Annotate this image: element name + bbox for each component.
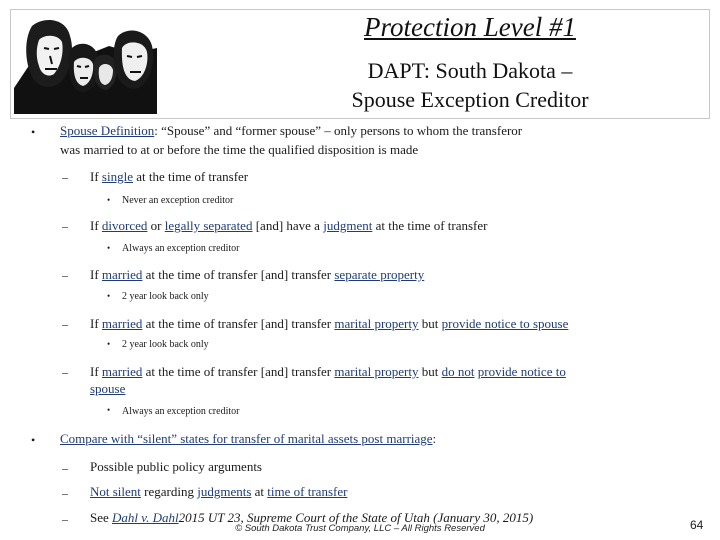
sub-item-single: If single at the time of transfer xyxy=(90,169,249,184)
sub-note-single: Never an exception creditor xyxy=(122,195,234,206)
spouse-definition-text: Spouse Definition: “Spouse” and “former spouse” – only persons to whom the transferor xyxy=(60,123,523,138)
compare-silent-states: Compare with “silent” states for transfer of marital assets post marriage: xyxy=(60,431,437,446)
dahl-case-item: See Dahl v. Dahl2015 UT 23, Supreme Court of the State of Utah (January 30, 2015) xyxy=(90,510,534,525)
not-silent-item: Not silent regarding judgments at time of transfer xyxy=(90,484,348,499)
sub-note-married-separate: 2 year look back only xyxy=(122,291,209,302)
sub-bullet-marker: • xyxy=(107,291,111,301)
sub-note-married-notice: 2 year look back only xyxy=(122,339,209,350)
mount-rushmore-logo xyxy=(14,18,157,114)
sub-item-married-no-notice: If married at the time of transfer [and] transfer marital property but do not provide notice to xyxy=(90,364,566,379)
sub-item-divorced: If divorced or legally separated [and] have a judgment at the time of transfer xyxy=(90,218,488,233)
slide-title: Protection Level #1 xyxy=(364,12,576,42)
spouse-definition-term: Spouse Definition xyxy=(60,123,155,138)
sub-bullet-marker: • xyxy=(107,243,111,253)
sub-bullet-marker: • xyxy=(107,405,111,415)
public-policy-item: Possible public policy arguments xyxy=(90,459,262,474)
sub-note-married-no-notice: Always an exception creditor xyxy=(122,406,240,417)
bullet-marker: • xyxy=(31,125,36,139)
sub-item-married-notice: If married at the time of transfer [and] transfer marital property but provide notice to spouse xyxy=(90,316,569,331)
sub-item-married-separate: If married at the time of transfer [and] transfer separate property xyxy=(90,267,425,282)
dash-marker: – xyxy=(62,317,68,331)
dash-marker: – xyxy=(62,219,68,233)
sub-item-married-no-notice-cont: spouse xyxy=(90,381,126,396)
footer-copyright: © South Dakota Trust Company, LLC – All Rights Reserved xyxy=(235,523,485,534)
page-number: 64 xyxy=(690,518,704,532)
sub-bullet-marker: • xyxy=(107,195,111,205)
sub-bullet-marker: • xyxy=(107,339,111,349)
slide-subtitle-line1: DAPT: South Dakota – xyxy=(367,58,573,83)
dash-marker: – xyxy=(62,512,68,526)
spouse-definition-text-cont: was married to at or before the time the qualified disposition is made xyxy=(60,142,419,157)
dash-marker: – xyxy=(62,461,68,475)
dash-marker: – xyxy=(62,365,68,379)
dash-marker: – xyxy=(62,268,68,282)
dash-marker: – xyxy=(62,170,68,184)
slide-subtitle-line2: Spouse Exception Creditor xyxy=(351,87,589,112)
sub-note-divorced: Always an exception creditor xyxy=(122,243,240,254)
dahl-case-link[interactable]: Dahl v. Dahl xyxy=(112,510,179,525)
bullet-marker: • xyxy=(31,433,36,447)
dash-marker: – xyxy=(62,486,68,500)
